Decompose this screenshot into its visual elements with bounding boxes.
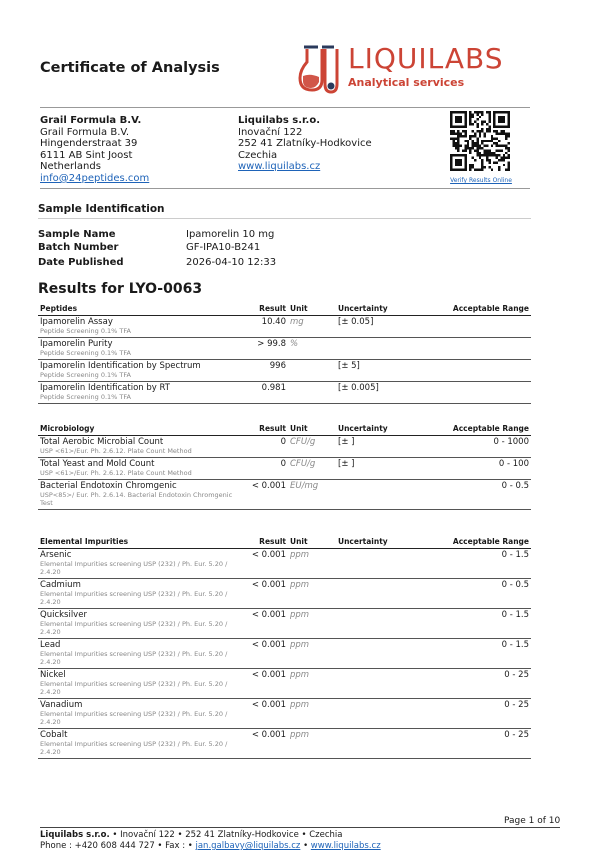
uncertainty-value: [± ] [336, 435, 426, 457]
test-cell [38, 608, 248, 638]
range-value: 0 - 25 [426, 728, 531, 758]
test-name: Ipamorelin Identification by Spectrum [40, 360, 201, 371]
unit-value: EU/mg [288, 479, 336, 509]
range-value: 0 - 1.5 [426, 638, 531, 668]
uncertainty-value: [± 0.005] [336, 381, 426, 403]
result-value: > 99.8 [248, 337, 288, 359]
table-row [38, 638, 531, 668]
test-name: Cadmium [40, 579, 81, 590]
test-cell [38, 457, 248, 479]
range-value: 0 - 1.5 [426, 608, 531, 638]
result-value: < 0.001 [248, 728, 288, 758]
result-value: 10.40 [248, 315, 288, 337]
client-line: Netherlands [40, 161, 101, 173]
result-value: < 0.001 [248, 479, 288, 509]
test-method: Peptide Screening 0.1% TFA [40, 348, 131, 357]
footer-address [40, 830, 342, 840]
test-method: USP<85>/ Eur. Ph. 2.6.14. Bacterial Endotoxin Chromgenic Test [40, 490, 233, 507]
sample-label: Date Published [38, 257, 124, 268]
microbiology-table [38, 422, 531, 510]
test-method: Elemental Impurities screening USP (232) / Ph. Eur. 5.20 / 2.4.20 [40, 709, 228, 726]
table-row [38, 548, 531, 578]
flask-logo-icon [296, 44, 342, 96]
footer-contact [40, 841, 381, 851]
table-header-row [38, 535, 531, 548]
uncertainty-value [336, 608, 426, 638]
unit-value [288, 359, 336, 381]
range-value: 0 - 100 [426, 457, 531, 479]
logo-wordmark: LIQUILABS [348, 42, 504, 75]
range-value [426, 315, 531, 337]
uncertainty-value [336, 337, 426, 359]
col-uncertainty: Uncertainty [336, 535, 426, 548]
test-cell [38, 381, 248, 403]
test-cell [38, 359, 248, 381]
table-header-row [38, 422, 531, 435]
range-value: 0 - 25 [426, 698, 531, 728]
uncertainty-value: [± 5] [336, 359, 426, 381]
footer-phone: Phone : +420 608 444 727 • Fax : • [40, 841, 196, 851]
sample-label: Batch Number [38, 242, 119, 253]
result-value: < 0.001 [248, 548, 288, 578]
uncertainty-value [336, 548, 426, 578]
range-value: 0 - 1.5 [426, 548, 531, 578]
uncertainty-value [336, 698, 426, 728]
unit-value: ppm [288, 578, 336, 608]
test-cell [38, 668, 248, 698]
qr-code-icon[interactable] [450, 111, 510, 171]
elemental-table [38, 535, 531, 759]
sample-label: Sample Name [38, 229, 116, 240]
peptides-table [38, 302, 531, 404]
client-name: Grail Formula B.V. [40, 115, 142, 126]
address-divider [40, 188, 530, 189]
unit-value: ppm [288, 638, 336, 668]
header-divider [40, 107, 530, 108]
unit-value: ppm [288, 608, 336, 638]
test-name: Total Aerobic Microbial Count [40, 436, 164, 447]
table-header-row [38, 302, 531, 315]
lab-address [238, 115, 372, 173]
unit-value: mg [288, 315, 336, 337]
result-value: < 0.001 [248, 608, 288, 638]
range-value [426, 381, 531, 403]
result-value: 0 [248, 435, 288, 457]
client-line: Hingenderstraat 39 [40, 138, 138, 150]
unit-value: ppm [288, 668, 336, 698]
test-name: Nickel [40, 669, 66, 680]
sample-value: Ipamorelin 10 mg [186, 229, 275, 240]
result-value: < 0.001 [248, 668, 288, 698]
test-cell [38, 479, 248, 509]
client-line: Grail Formula B.V. [40, 126, 130, 138]
test-method: Peptide Screening 0.1% TFA [40, 392, 131, 401]
result-value: 996 [248, 359, 288, 381]
sample-identification-heading: Sample Identification [38, 203, 165, 215]
test-method: Peptide Screening 0.1% TFA [40, 326, 131, 335]
unit-value: CFU/g [288, 457, 336, 479]
result-value: < 0.001 [248, 578, 288, 608]
uncertainty-value: [± 0.05] [336, 315, 426, 337]
result-value: < 0.001 [248, 698, 288, 728]
test-method: Elemental Impurities screening USP (232) / Ph. Eur. 5.20 / 2.4.20 [40, 619, 228, 636]
test-method: Elemental Impurities screening USP (232) / Ph. Eur. 5.20 / 2.4.20 [40, 589, 228, 606]
footer-email-link[interactable]: jan.galbavy@liquilabs.cz [195, 841, 301, 851]
col-range: Acceptable Range [426, 535, 531, 548]
table-row [38, 578, 531, 608]
test-name: Ipamorelin Identification by RT [40, 382, 170, 393]
client-line: 6111 AB Sint Joost [40, 149, 133, 161]
table-row [38, 698, 531, 728]
table-row [38, 359, 531, 381]
table-row [38, 728, 531, 758]
col-unit: Unit [288, 302, 336, 315]
footer-separator: • [300, 841, 311, 851]
test-method: Elemental Impurities screening USP (232) / Ph. Eur. 5.20 / 2.4.20 [40, 649, 228, 666]
liquilabs-logo [296, 42, 536, 98]
test-cell [38, 337, 248, 359]
test-name: Bacterial Endotoxin Chromgenic [40, 480, 177, 491]
test-cell [38, 548, 248, 578]
section-title: Microbiology [38, 422, 248, 435]
table-row [38, 337, 531, 359]
unit-value: % [288, 337, 336, 359]
unit-value: ppm [288, 698, 336, 728]
test-cell [38, 578, 248, 608]
test-name: Ipamorelin Purity [40, 338, 113, 349]
test-method: USP <61>/Eur. Ph. 2.6.12. Plate Count Method [40, 468, 192, 477]
range-value [426, 337, 531, 359]
sample-divider [38, 218, 531, 219]
uncertainty-value [336, 479, 426, 509]
uncertainty-value [336, 668, 426, 698]
document-title: Certificate of Analysis [40, 60, 220, 76]
range-value: 0 - 25 [426, 668, 531, 698]
test-cell [38, 728, 248, 758]
results-heading: Results for LYO-0063 [38, 281, 203, 297]
range-value: 0 - 0.5 [426, 578, 531, 608]
footer-address-text: • Inovační 122 • 252 41 Zlatníky-Hodkovice • Czechia [109, 830, 343, 840]
table-row [38, 457, 531, 479]
col-unit: Unit [288, 535, 336, 548]
test-cell [38, 638, 248, 668]
lab-line: Czechia [238, 149, 278, 161]
col-result: Result [248, 302, 288, 315]
uncertainty-value [336, 728, 426, 758]
page-number: Page 1 of 10 [504, 816, 561, 826]
sample-value: 2026-04-10 12:33 [186, 257, 277, 268]
footer-website-link[interactable]: www.liquilabs.cz [310, 841, 381, 851]
sample-value: GF-IPA10-B241 [186, 242, 261, 253]
footer-divider [40, 827, 560, 828]
lab-name: Liquilabs s.r.o. [238, 115, 320, 126]
uncertainty-value [336, 638, 426, 668]
footer-company: Liquilabs s.r.o. [40, 830, 110, 840]
section-title: Peptides [38, 302, 248, 315]
test-name: Lead [40, 639, 61, 650]
unit-value [288, 381, 336, 403]
col-range: Acceptable Range [426, 422, 531, 435]
test-cell [38, 315, 248, 337]
unit-value: ppm [288, 728, 336, 758]
test-name: Cobalt [40, 729, 68, 740]
section-title: Elemental Impurities [38, 535, 248, 548]
test-name: Total Yeast and Mold Count [40, 458, 155, 469]
range-value: 0 - 0.5 [426, 479, 531, 509]
col-uncertainty: Uncertainty [336, 422, 426, 435]
logo-tagline: Analytical services [348, 76, 465, 89]
range-value [426, 359, 531, 381]
test-name: Quicksilver [40, 609, 87, 620]
test-cell [38, 698, 248, 728]
test-method: USP <61>/Eur. Ph. 2.6.12. Plate Count Method [40, 446, 192, 455]
lab-line: 252 41 Zlatníky-Hodkovice [238, 138, 372, 150]
verify-results-link[interactable]: Verify Results Online [450, 177, 512, 184]
col-result: Result [248, 535, 288, 548]
range-value: 0 - 1000 [426, 435, 531, 457]
test-name: Arsenic [40, 549, 72, 560]
col-unit: Unit [288, 422, 336, 435]
col-result: Result [248, 422, 288, 435]
col-uncertainty: Uncertainty [336, 302, 426, 315]
test-cell [38, 435, 248, 457]
test-method: Elemental Impurities screening USP (232) / Ph. Eur. 5.20 / 2.4.20 [40, 559, 228, 576]
col-range: Acceptable Range [426, 302, 531, 315]
table-row [38, 668, 531, 698]
result-value: 0.981 [248, 381, 288, 403]
lab-website-link[interactable]: www.liquilabs.cz [238, 161, 321, 173]
test-name: Ipamorelin Assay [40, 316, 113, 327]
client-email-link[interactable]: info@24peptides.com [40, 172, 150, 184]
lab-line: Inovační 122 [238, 126, 303, 138]
table-row [38, 315, 531, 337]
test-method: Peptide Screening 0.1% TFA [40, 370, 131, 379]
result-value: < 0.001 [248, 638, 288, 668]
table-row [38, 435, 531, 457]
test-method: Elemental Impurities screening USP (232) / Ph. Eur. 5.20 / 2.4.20 [40, 739, 228, 756]
test-name: Vanadium [40, 699, 83, 710]
result-value: 0 [248, 457, 288, 479]
table-row [38, 479, 531, 509]
test-method: Elemental Impurities screening USP (232) / Ph. Eur. 5.20 / 2.4.20 [40, 679, 228, 696]
table-row [38, 608, 531, 638]
unit-value: ppm [288, 548, 336, 578]
uncertainty-value: [± ] [336, 457, 426, 479]
client-address [40, 115, 149, 185]
uncertainty-value [336, 578, 426, 608]
table-row [38, 381, 531, 403]
unit-value: CFU/g [288, 435, 336, 457]
